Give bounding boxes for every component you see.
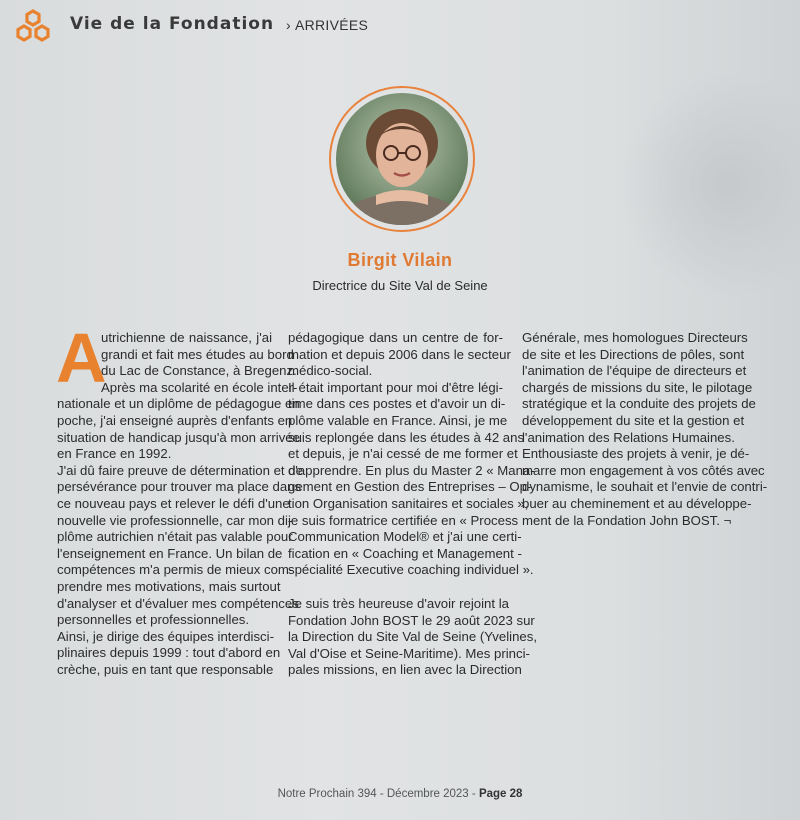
text-line: gement en Gestion des Entreprises – Op-	[288, 479, 532, 495]
text-line: Fondation John BOST le 29 août 2023 sur	[288, 612, 535, 628]
publication-info: Notre Prochain 394 - Décembre 2023	[277, 788, 469, 800]
text-line: l'animation de l'équipe de directeurs et	[522, 363, 747, 379]
text-line: crèche, puis en tant que responsable	[57, 661, 274, 677]
text-line: ment de la Fondation John BOST. ¬	[522, 512, 732, 528]
text-line: tion Organisation sanitaires et sociales »,	[288, 495, 529, 511]
text-line: Val d'Oise et Seine-Maritime). Mes princi-	[288, 645, 530, 661]
article-column-1	[57, 330, 303, 678]
article-column-3	[522, 330, 768, 529]
text-line: buer au cheminement et au développe-	[522, 495, 752, 511]
text-line: spécialité Executive coaching individuel ».	[288, 562, 534, 578]
text-line: dynamisme, le souhait et l'envie de contri-	[522, 479, 768, 495]
section-title: Vie de la Fondation	[70, 14, 275, 34]
text-line: prendre mes motivations, mais surtout	[57, 578, 281, 594]
text-line: et depuis, je n'ai cessé de me former et	[288, 446, 518, 462]
section-subtitle	[286, 17, 368, 33]
text-line: plôme valable en France. Ainsi, je me	[288, 412, 508, 428]
text-line: médico-social.	[288, 363, 373, 379]
text-line: Générale, mes homologues Directeurs	[522, 330, 748, 345]
text-line: Ainsi, je dirige des équipes interdisci-	[57, 628, 274, 644]
text-line: poche, j'ai enseigné auprès d'enfants en	[57, 412, 293, 428]
text-line: plinaires depuis 1999 : tout d'abord en	[57, 645, 281, 661]
person-role: Directrice du Site Val de Seine	[312, 278, 488, 293]
page-footer	[0, 788, 800, 800]
text-line: Enthousiaste des projets à venir, je dé-	[522, 446, 750, 462]
text-line: pédagogique dans un centre de for-	[288, 330, 503, 345]
hexagon-cluster-icon	[14, 8, 52, 44]
person-name: Birgit Vilain	[347, 250, 453, 270]
footer-separator: -	[471, 788, 476, 800]
text-line: pales missions, en lien avec la Direction	[288, 662, 522, 678]
text-line: mation et depuis 2006 dans le secteur	[288, 346, 511, 362]
text-line: nationale et un diplôme de pédagogue en	[57, 396, 300, 412]
text-line: stratégique et la conduite des projets de	[522, 396, 756, 412]
text-line: plôme autrichien n'était pas valable pour	[57, 529, 293, 545]
text-line: Il était important pour moi d'être légi-	[288, 379, 503, 395]
text-line: utrichienne de naissance, j'ai	[101, 330, 272, 345]
text-line: time dans ces postes et d'avoir un di-	[288, 396, 506, 412]
paragraph-gap	[288, 579, 503, 596]
text-line: ce nouveau pays et relever le défi d'une	[57, 495, 290, 511]
text-line: nouvelle vie professionnelle, car mon di-	[57, 512, 293, 528]
chevron-right-icon: ›	[286, 17, 291, 33]
text-line: marre mon engagement à vos côtés avec	[522, 462, 765, 478]
text-line: du Lac de Constance, à Bregenz.	[101, 363, 297, 379]
text-line: la Direction du Site Val de Seine (Yvelines,	[288, 629, 537, 645]
text-line: en France en 1992.	[57, 446, 172, 462]
text-line: d'analyser et d'évaluer mes compétences	[57, 595, 299, 611]
text-line: développement du site et la gestion et	[522, 412, 745, 428]
text-line: l'animation des Relations Humaines.	[522, 429, 735, 445]
text-line: J'ai dû faire preuve de détermination et de	[57, 462, 303, 478]
text-line: persévérance pour trouver ma place dans	[57, 479, 302, 495]
page-number: Page 28	[478, 788, 523, 800]
text-line: fication en « Coaching et Management -	[288, 545, 522, 561]
text-line: compétences m'a permis de mieux com-	[57, 562, 294, 578]
text-line: je suis formatrice certifiée en « Process	[288, 512, 519, 528]
drop-cap: A	[56, 319, 107, 397]
text-line: grandi et fait mes études au bord	[101, 346, 294, 362]
text-line: d'apprendre. En plus du Master 2 « Mana-	[288, 462, 535, 478]
portrait-photo	[336, 93, 468, 225]
text-line: Je suis très heureuse d'avoir rejoint la	[288, 595, 509, 611]
article-column-2	[288, 330, 537, 679]
section-label: ARRIVÉES	[294, 17, 369, 33]
text-line: Communication Model® et j'ai une certi-	[288, 529, 522, 545]
text-line: l'enseignement en France. Un bilan de	[57, 545, 283, 561]
text-line: personnelles et professionnelles.	[57, 612, 250, 628]
text-line: Après ma scolarité en école inter-	[101, 379, 298, 395]
text-line: situation de handicap jusqu'à mon arrivée	[57, 429, 300, 445]
text-line: suis replongée dans les études à 42 ans	[288, 429, 525, 445]
text-line: chargés de missions du site, le pilotage	[522, 379, 753, 395]
text-line: de site et les Directions de pôles, sont	[522, 346, 745, 362]
